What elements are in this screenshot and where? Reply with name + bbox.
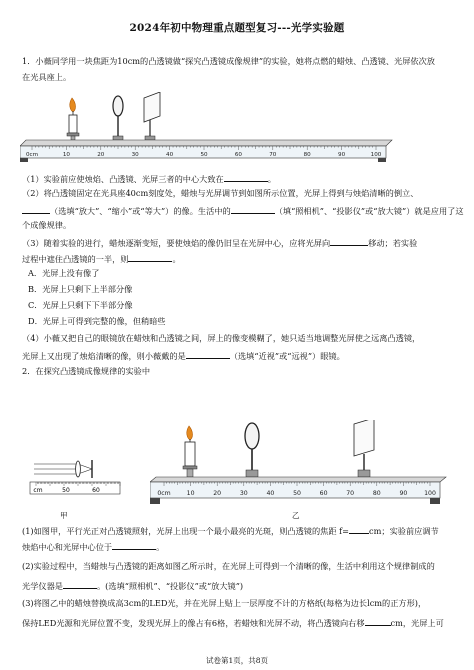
convex-lens-icon [245,423,259,477]
ruler-label: 40 [166,152,174,158]
ruler-label: 90 [399,490,408,497]
ruler-label: 90 [338,152,346,158]
ruler-label: 60 [234,152,242,158]
q2-part1-line1-text: (1)如图甲，平行光正对凸透镜照射，光屏上出现一个最小最亮的光斑，则凸透镜的焦距 f= [22,526,350,536]
answer-blank[interactable] [22,204,50,214]
ruler-label: 100 [370,152,382,158]
ruler-label: 10 [62,152,70,158]
ruler-label: 100 [424,490,436,497]
answer-blank[interactable] [63,579,97,589]
q2-part3-line1: (3)将图乙中的蜡烛替换成高3cm的LED光，并在光屏上贴上一层厚度不计的方格纸(每格为边长lcm的正方形)， [22,598,427,608]
optical-bench-figure-1 [20,92,400,164]
ruler-label: 40 [266,490,275,497]
q1-part2-line2-text: （选填“放大”、“缩小”或“等大”）的像。生活中的 [50,206,231,216]
q1-part1 [22,172,276,185]
q2-part2-line2 [22,579,243,592]
answer-blank[interactable] [231,204,275,214]
q2-part1-line1-end: cm；实验前应调节 [369,526,439,536]
q1-part4-line2-text: 光屏上又出现了烛焰清晰的像，则小薇戴的是 [22,351,186,361]
light-screen-icon [354,420,374,477]
q2-part2-line2-end: 。(选填“照相机”、“投影仪”或“放大镜”) [96,581,244,591]
ruler-label: 70 [269,152,277,158]
q2-part1-line1 [22,524,439,537]
q1-part2-line1: （2）将凸透镜固定在光具座40cm刻度处，蜡烛与光屏调节到如图所示位置，光屏上得到与烛焰清晰的倒立、 [22,188,419,198]
figure-caption-yi: 乙 [292,511,300,520]
answer-blank[interactable] [349,524,369,534]
q2-part3-line2-end: cm，光屏上可 [390,618,444,628]
q1-part2-line3: 个成像规律。 [22,220,72,230]
ruler-label: 10 [186,490,195,497]
ruler-label: 80 [372,490,381,497]
ruler-label: 50 [200,152,208,158]
q1-part4-line1: （4）小薇又把自己的眼镜放在蜡烛和凸透镜之间，屏上的像变模糊了，她只适当地调整光屏使之远离凸透镜， [22,333,421,343]
q2-part2-line1: (2)实验过程中，当蜡烛与凸透镜的距离如图乙所示时，在光屏上可得到一个清晰的像，生活中利用这个规律制成的 [22,561,435,571]
q1-option-b[interactable]: B．光屏上只剩下上半部分像 [28,284,133,294]
q2-part3-line2 [22,616,444,629]
q1-option-c[interactable]: C．光屏上只剩下下半部分像 [28,300,133,310]
ruler-label: cm [33,487,43,494]
ruler-label: 0cm [25,152,39,158]
q2-part1-line2 [22,540,164,553]
convex-lens-icon [113,96,123,140]
q1-stem-line1: 1．小薇同学用一块焦距为10cm的凸透镜做“探究凸透镜成像规律”的实验，她将点燃的蜡烛、凸透镜、光屏依次放 [22,56,435,66]
q1-option-a[interactable]: A．光屏上没有像了 [28,268,100,278]
q1-part3-line2-text: 过程中遮住凸透镜的一半，则 [22,254,129,264]
optical-bench-figure-yi [150,420,450,508]
q1-part1-text: （1）实验前应使烛焰、凸透镜、光屏三者的中心大致在 [22,174,224,184]
ruler-label: 70 [346,490,355,497]
ruler-label: 80 [303,152,311,158]
q1-option-d[interactable]: D．光屏上可得到完整的像，但稍暗些 [28,316,166,326]
q1-part3-line2 [22,252,181,265]
ruler-label: 60 [92,487,100,494]
light-screen-icon [144,92,160,140]
q1-part2-line2-mid: （填“照相机”、“投影仪”或“放大镜”）就是应用了这 [274,206,464,216]
ruler-label: 0cm [157,490,171,497]
parallel-rays-icon [34,460,92,478]
answer-blank[interactable] [128,252,172,262]
q1-part3-line2-end: 。 [172,254,181,264]
q1-part4-line2-end: （选填“近视”或“远视”）眼镜。 [229,351,345,361]
ruler-label: 20 [213,490,222,497]
ruler-label: 60 [319,490,328,497]
page-footer: 试卷第1页，共8页 [205,656,269,665]
answer-blank[interactable] [365,616,391,626]
ruler-label: 50 [293,490,301,497]
answer-blank[interactable] [330,236,368,246]
q2-part3-line2-text: 保持LED光源和光屏位置不变，发现光屏上的像占有6格，若蜡烛和光屏不动，将凸透镜向右移 [22,618,365,628]
candle-icon [183,426,197,477]
page-title: 2024年初中物理重点题型复习---光学实验题 [129,22,345,34]
q1-part4-line2 [22,349,345,362]
q1-part3-line1 [22,236,417,249]
answer-blank[interactable] [186,349,230,359]
answer-blank[interactable] [112,540,156,550]
ruler-label: 20 [97,152,105,158]
ruler-label: 50 [62,487,70,494]
q2-part1-line2-text: 烛焰中心和光屏中心位于 [22,542,113,552]
ruler-label: 30 [239,490,248,497]
answer-blank[interactable] [224,172,268,182]
q1-part1-end: 。 [267,174,276,184]
q1-part3-line1-end: 移动；若实验 [368,238,418,248]
q1-part3-line1-text: （3）随着实验的进行，蜡烛逐渐变短，要使烛焰的像仍旧呈在光屏中心，应将光屏向 [22,238,331,248]
q2-stem: 2．在探究凸透镜成像规律的实验中 [22,366,151,376]
focal-length-figure-jia [26,458,126,498]
ruler-label: 30 [131,152,139,158]
q2-part2-line2-text: 光学仪器是 [22,581,63,591]
q1-part2-line2 [22,204,464,217]
figure-caption-jia: 甲 [60,511,68,520]
candle-icon [67,98,79,140]
q2-part1-line2-end: 。 [156,542,165,552]
q1-stem-line2: 在光具座上。 [22,72,72,82]
